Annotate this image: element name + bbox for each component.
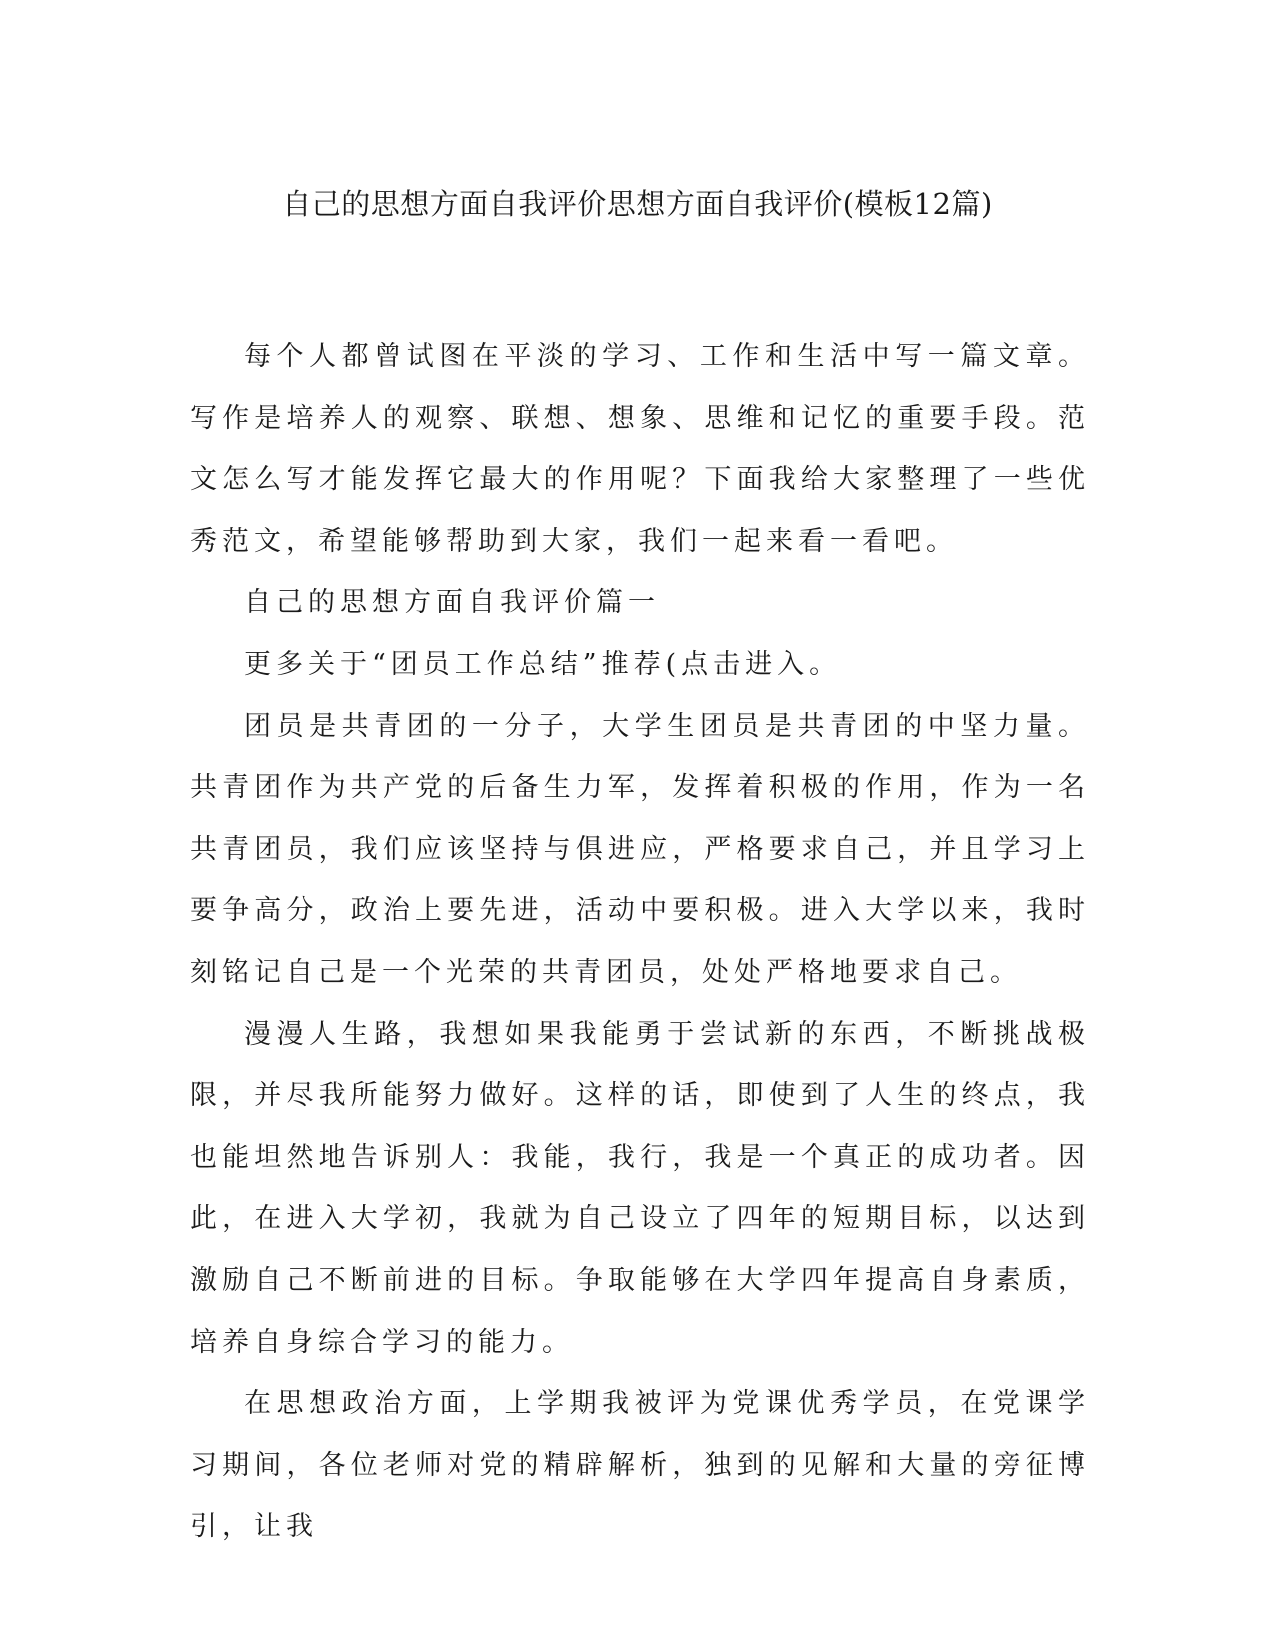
section-heading: 自己的思想方面自我评价篇一	[244, 587, 660, 619]
body-paragraph: 在思想政治方面，上学期我被评为党课优秀学员，在党课学习期间，各位老师对党的精辟解析，独到的见解和大量的旁征博引，让我	[190, 1388, 1090, 1543]
related-link-note: 更多关于“团员工作总结”推荐(点击进入。	[244, 648, 842, 680]
body-paragraph: 漫漫人生路，我想如果我能勇于尝试新的东西，不断挑战极限，并尽我所能努力做好。这样的话，即使到了人生的终点，我也能坦然地告诉别人：我能，我行，我是一个真正的成功者。因此，在进入大学初，我就为自己设立了四年的短期目标，以达到激励自己不断前进的目标。争取能够在大学四年提高自身素质，培养自身综合学习的能力。	[190, 1018, 1090, 1358]
document-title: 自己的思想方面自我评价思想方面自我评价(模板12篇)	[282, 187, 993, 221]
body-paragraph: 团员是共青团的一分子，大学生团员是共青团的中坚力量。共青团作为共产党的后备生力军，发挥着积极的作用，作为一名共青团员，我们应该坚持与俱进应，严格要求自己，并且学习上要争高分，政治上要先进，活动中要积极。进入大学以来，我时刻铭记自己是一个光荣的共青团员，处处严格地要求自己。	[190, 710, 1090, 988]
document-body	[190, 326, 1090, 1558]
intro-paragraph: 每个人都曾试图在平淡的学习、工作和生活中写一篇文章。写作是培养人的观察、联想、想象、思维和记忆的重要手段。范文怎么写才能发挥它最大的作用呢？下面我给大家整理了一些优秀范文，希望能够帮助到大家，我们一起来看一看吧。	[190, 341, 1090, 557]
